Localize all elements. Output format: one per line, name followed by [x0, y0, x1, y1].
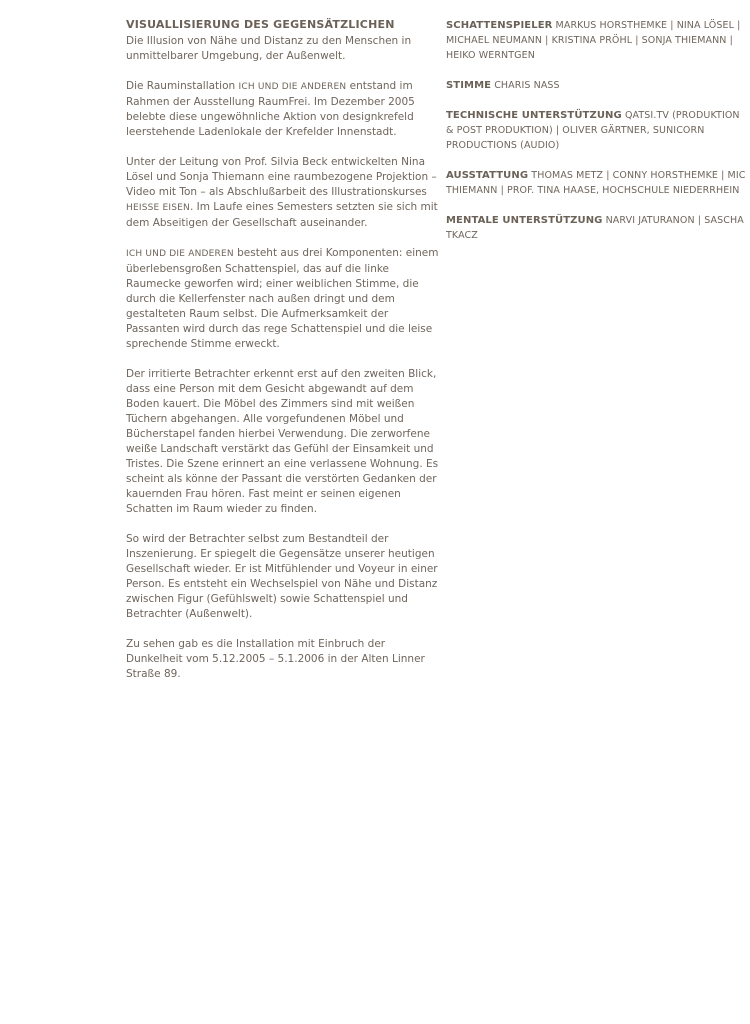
credit-names: CHARIS NASS — [491, 80, 560, 91]
paragraph-text: entstand im Rahmen der Ausstellung RaumFrei. Im Dezember 2005 belebte diese ungewöhnliche Aktion von designkrefeld leerstehende Ladenlokale der Krefelder Innenstadt. — [126, 80, 415, 138]
article-paragraph-rauminstallation — [126, 79, 442, 140]
credit-label: STIMME — [446, 80, 492, 91]
credit-names: THOMAS METZ | CONNY HORSTHEMKE | MIC THIEMANN | PROF. TINA HAASE, HOCHSCHULE NIEDERRHEIN — [446, 170, 746, 196]
credit-block-mentale-unterstuetzung — [446, 213, 746, 243]
credit-names: MARKUS HORSTHEMKE | NINA LÖSEL | MICHAEL NEUMANN | KRISTINA PRÖHL | SONJA THIEMANN | HEIKO WERNTGEN — [446, 20, 741, 61]
credit-label: TECHNISCHE UNTERSTÜTZUNG — [446, 110, 622, 121]
installation-title-caps: ICH UND DIE ANDEREN — [238, 82, 347, 92]
credits-column — [446, 18, 746, 258]
article-paragraph-termine — [126, 637, 442, 682]
credit-block-schattenspieler — [446, 18, 746, 63]
paragraph-text: Die Rauminstallation — [126, 80, 239, 92]
article-paragraph-komponenten — [126, 246, 442, 352]
article-paragraph-betrachter — [126, 367, 442, 517]
paragraph-text: Der irritierte Betrachter erkennt erst auf den zweiten Blick, dass eine Person mit dem Gesicht abgewandt auf dem Boden kauert. Die Möbel des Zimmers sind mit weißen Tüchern abgehangen. Alle vorgefundenen Möbel und Bücherstapel fanden hierbei Verwendung. Die zerworfene weiße Landschaft verstärkt das Gefühl der Einsamkeit und Tristes. Die Szene erinnert an eine verlassene Wohnung. Es scheint als könne der Passant die verstörten Gedanken der kauernden Frau hören. Fast meint er seinen eigenen Schatten im Raum wieder zu finden. — [126, 368, 439, 515]
article-paragraph-intro — [126, 34, 442, 64]
page-title: VISUALLISIERUNG DES GEGENSÄTZLICHEN — [126, 18, 395, 31]
paragraph-text: Die Illusion von Nähe und Distanz zu den Menschen in unmittelbarer Umgebung, der Außenwelt. — [126, 35, 412, 62]
credit-block-ausstattung — [446, 168, 746, 198]
credit-block-technische-unterstuetzung — [446, 108, 746, 153]
article-paragraph-inszenierung — [126, 532, 442, 622]
paragraph-text: So wird der Betrachter selbst zum Bestandteil der Inszenierung. Er spiegelt die Gegensätze unserer heutigen Gesellschaft wieder. Er ist Mitfühlender und Voyeur in einer Person. Es entsteht ein Wechselspiel von Nähe und Distanz zwischen Figur (Gefühlswelt) sowie Schattenspiel und Betrachter (Außenwelt). — [126, 533, 438, 620]
course-title-caps: HEISSE EISEN — [126, 203, 190, 213]
installation-title-caps: ICH UND DIE ANDEREN — [126, 249, 234, 259]
credit-label: MENTALE UNTERSTÜTZUNG — [446, 215, 603, 226]
credit-names: NARVI JATURANON | SASCHA TKACZ — [446, 215, 744, 241]
credit-label: AUSSTATTUNG — [446, 170, 529, 181]
paragraph-text: Zu sehen gab es die Installation mit Einbruch der Dunkelheit vom 5.12.2005 – 5.1.2006 in der Alten Linner Straße 89. — [126, 638, 425, 680]
paragraph-text: besteht aus drei Komponenten: einem überlebensgroßen Schattenspiel, das auf die linke Raumecke geworfen wird; einer weiblichen Stimme, die durch die Kellerfenster nach außen dringt und dem gestalteten Raum selbst. Die Aufmerksamkeit der Passanten wird durch das rege Schattenspiel und die leise sprechende Stimme erweckt. — [126, 247, 439, 350]
paragraph-text: Unter der Leitung von Prof. Silvia Beck entwickelten Nina Lösel und Sonja Thiemann eine raumbezogene Projektion – Video mit Ton – als Abschlußarbeit des Illustrationskurses — [126, 156, 437, 198]
credit-names: QATSI.TV (PRODUKTION & POST PRODUKTION) | OLIVER GÄRTNER, SUNICORN PRODUCTIONS (AUDIO) — [446, 110, 740, 151]
article-paragraph-leitung — [126, 155, 442, 231]
article-column — [126, 17, 442, 697]
credit-block-stimme — [446, 78, 746, 93]
paragraph-text: . Im Laufe eines Semesters setzten sie sich mit dem Abseitigen der Gesellschaft auseinander. — [126, 201, 438, 229]
credit-label: SCHATTENSPIELER — [446, 20, 553, 31]
